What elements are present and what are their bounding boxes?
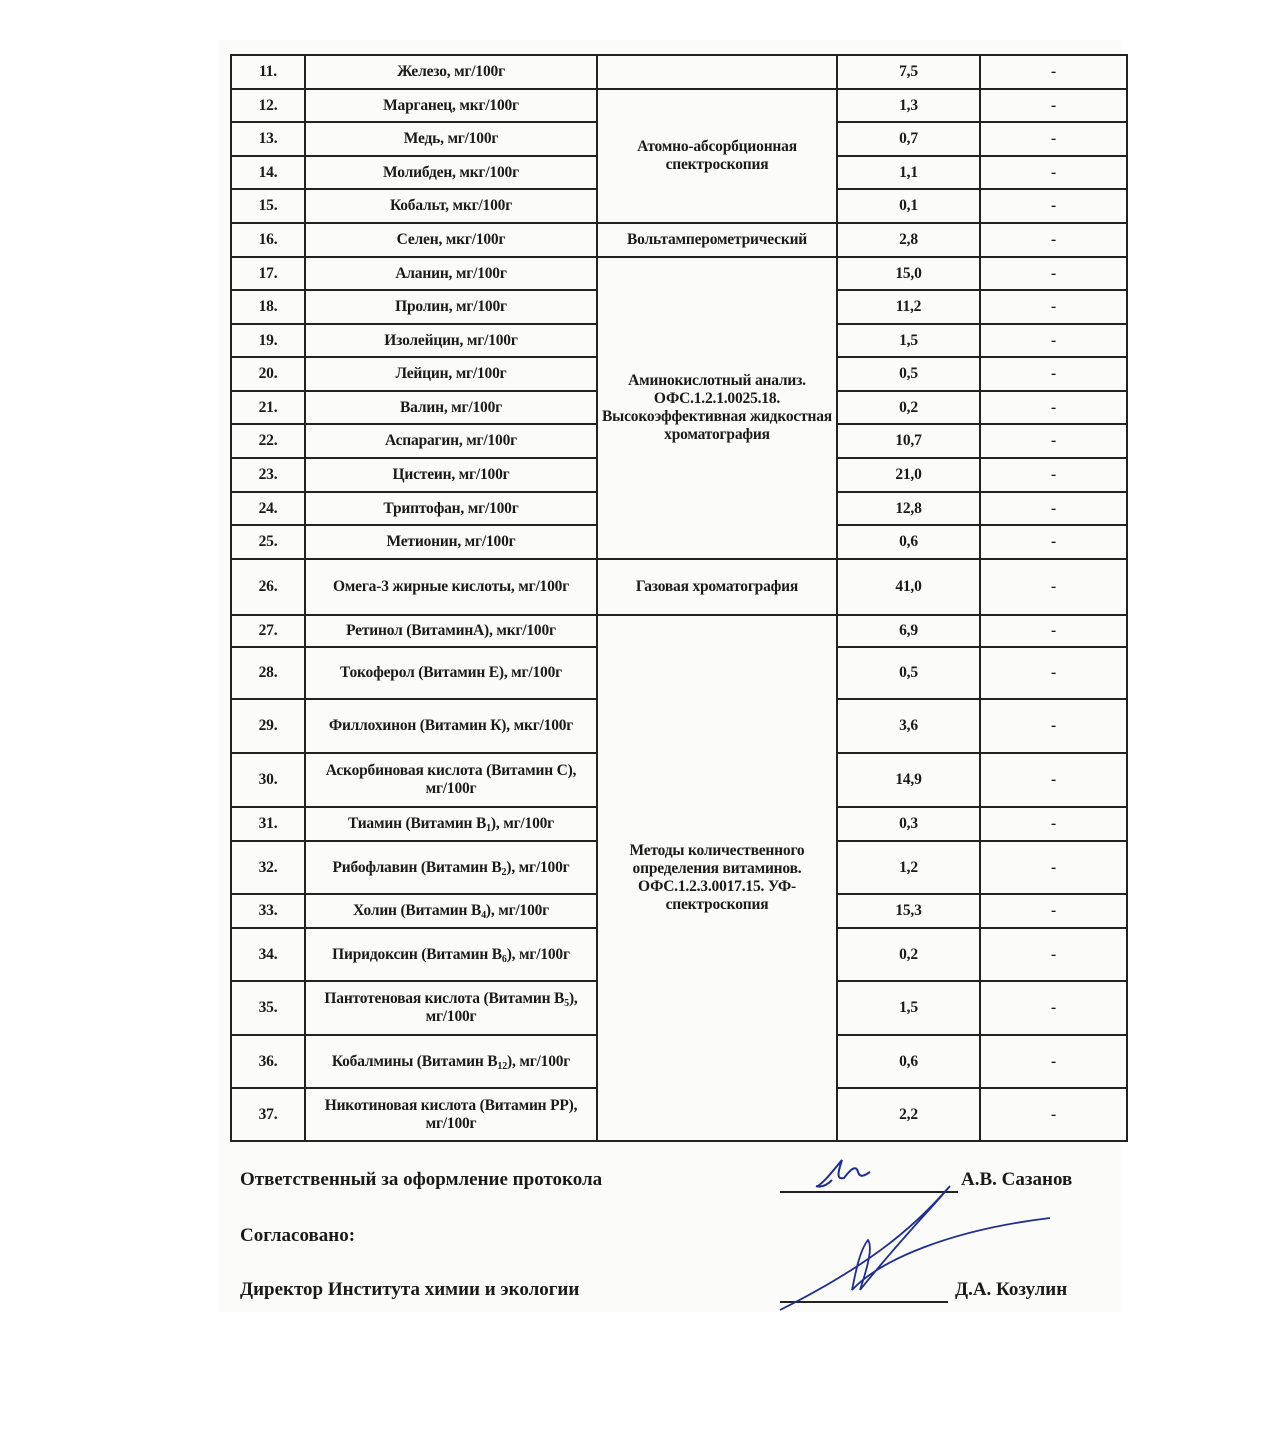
indicator-name: Цистеин, мг/100г (305, 458, 597, 492)
result-value: 12,8 (837, 492, 980, 525)
norm-value: - (980, 699, 1127, 753)
result-value: 7,5 (837, 55, 980, 89)
indicator-name-text: Кобалмины (Витамин В (331, 1052, 498, 1070)
result-value: 1,3 (837, 89, 980, 122)
result-value: 11,2 (837, 290, 980, 324)
director-name: Д.А. Козулин (955, 1279, 1068, 1300)
vitamin-subscript: 1 (486, 823, 491, 834)
row-number: 22. (231, 424, 305, 458)
method-cell: Методы количественного определения витаминов. ОФС.1.2.3.0017.15. УФ-спектроскопия (597, 615, 837, 1141)
indicator-name (305, 894, 597, 928)
result-value: 1,1 (837, 156, 980, 189)
indicator-name (305, 841, 597, 894)
row-number: 33. (231, 894, 305, 928)
handwritten-signatures (760, 1150, 1060, 1320)
indicator-name: Омега-3 жирные кислоты, мг/100г (305, 559, 597, 615)
indicator-unit-text: ), мг/100г (490, 815, 555, 832)
results-table (230, 54, 1128, 1142)
responsible-label: Ответственный за оформление протокола (240, 1169, 603, 1190)
method-cell: Атомно-абсорбционная спектроскопия (597, 89, 837, 223)
norm-value: - (980, 492, 1127, 525)
vitamin-subscript: 4 (481, 910, 486, 921)
row-number: 14. (231, 156, 305, 189)
table-row (231, 559, 1127, 615)
indicator-name: Изолейцин, мг/100г (305, 324, 597, 357)
row-number: 37. (231, 1088, 305, 1141)
method-cell: Вольтамперометрический (597, 223, 837, 257)
row-number: 23. (231, 458, 305, 492)
result-value: 1,5 (837, 981, 980, 1035)
result-value: 15,0 (837, 257, 980, 290)
result-value: 0,7 (837, 122, 980, 156)
indicator-name: Железо, мг/100г (305, 55, 597, 89)
indicator-name: Триптофан, мг/100г (305, 492, 597, 525)
row-number: 16. (231, 223, 305, 257)
result-value: 0,3 (837, 807, 980, 841)
norm-value: - (980, 841, 1127, 894)
norm-value: - (980, 525, 1127, 559)
table-row (231, 257, 1127, 290)
indicator-unit-text: ), мг/100г (425, 990, 578, 1025)
table-row (231, 223, 1127, 257)
row-number: 26. (231, 559, 305, 615)
row-number: 18. (231, 290, 305, 324)
indicator-name: Пролин, мг/100г (305, 290, 597, 324)
indicator-name-text: Пантотеновая кислота (Витамин В (324, 990, 565, 1007)
indicator-name-text: Рибофлавин (Витамин В (332, 858, 502, 876)
row-number: 12. (231, 89, 305, 122)
norm-value: - (980, 257, 1127, 290)
norm-value: - (980, 1088, 1127, 1141)
row-number: 13. (231, 122, 305, 156)
row-number: 25. (231, 525, 305, 559)
method-cell: Газовая хроматография (597, 559, 837, 615)
result-value: 14,9 (837, 753, 980, 807)
indicator-name-text: Пиридоксин (Витамин В (332, 945, 502, 963)
indicator-name: Токоферол (Витамин Е), мг/100г (305, 647, 597, 699)
indicator-name-text: Тиамин (Витамин В (347, 815, 487, 832)
result-value: 41,0 (837, 559, 980, 615)
indicator-unit-text: ), мг/100г (506, 858, 570, 876)
norm-value: - (980, 156, 1127, 189)
indicator-name: Никотиновая кислота (Витамин РР), мг/100г (305, 1088, 597, 1141)
indicator-name: Кобальт, мкг/100г (305, 189, 597, 223)
indicator-name: Аспарагин, мг/100г (305, 424, 597, 458)
norm-value: - (980, 559, 1127, 615)
indicator-name (305, 807, 597, 841)
indicator-name (305, 928, 597, 981)
row-number: 30. (231, 753, 305, 807)
result-value: 0,2 (837, 928, 980, 981)
signature-kozulin (780, 1186, 1050, 1310)
result-value: 0,2 (837, 391, 980, 424)
indicator-name (305, 1035, 597, 1088)
indicator-name: Марганец, мкг/100г (305, 89, 597, 122)
norm-value: - (980, 647, 1127, 699)
indicator-name: Аскорбиновая кислота (Витамин С), мг/100г (305, 753, 597, 807)
norm-value: - (980, 807, 1127, 841)
row-number: 11. (231, 55, 305, 89)
result-value: 1,2 (837, 841, 980, 894)
signature-sazanov (816, 1160, 870, 1187)
indicator-name: Ретинол (ВитаминА), мкг/100г (305, 615, 597, 647)
result-value: 2,2 (837, 1088, 980, 1141)
norm-value: - (980, 894, 1127, 928)
result-value: 0,6 (837, 525, 980, 559)
indicator-name: Валин, мг/100г (305, 391, 597, 424)
result-value: 0,1 (837, 189, 980, 223)
result-value: 0,6 (837, 1035, 980, 1088)
indicator-name: Филлохинон (Витамин К), мкг/100г (305, 699, 597, 753)
row-number: 28. (231, 647, 305, 699)
result-value: 0,5 (837, 357, 980, 391)
norm-value: - (980, 223, 1127, 257)
indicator-name-text: Холин (Витамин В (352, 902, 482, 919)
indicator-name: Молибден, мкг/100г (305, 156, 597, 189)
table-row (231, 89, 1127, 122)
norm-value: - (980, 122, 1127, 156)
norm-value: - (980, 89, 1127, 122)
norm-value: - (980, 928, 1127, 981)
row-number: 27. (231, 615, 305, 647)
indicator-unit-text: ), мг/100г (485, 902, 550, 919)
indicator-name: Лейцин, мг/100г (305, 357, 597, 391)
norm-value: - (980, 981, 1127, 1035)
row-number: 19. (231, 324, 305, 357)
result-value: 3,6 (837, 699, 980, 753)
row-number: 17. (231, 257, 305, 290)
indicator-name: Медь, мг/100г (305, 122, 597, 156)
row-number: 15. (231, 189, 305, 223)
norm-value: - (980, 290, 1127, 324)
norm-value: - (980, 424, 1127, 458)
norm-value: - (980, 55, 1127, 89)
row-number: 24. (231, 492, 305, 525)
indicator-name: Метионин, мг/100г (305, 525, 597, 559)
director-label: Директор Института химии и экологии (240, 1279, 580, 1300)
row-number: 32. (231, 841, 305, 894)
norm-value: - (980, 753, 1127, 807)
row-number: 36. (231, 1035, 305, 1088)
row-number: 29. (231, 699, 305, 753)
norm-value: - (980, 357, 1127, 391)
indicator-name: Селен, мкг/100г (305, 223, 597, 257)
vitamin-subscript: 6 (501, 953, 507, 965)
indicator-unit-text: ), мг/100г (506, 945, 570, 963)
row-number: 31. (231, 807, 305, 841)
responsible-name: А.В. Сазанов (961, 1169, 1073, 1190)
method-cell (597, 55, 837, 89)
method-cell: Аминокислотный анализ. ОФС.1.2.1.0025.18. Высокоэффективная жидкостная хроматография (597, 257, 837, 559)
result-value: 2,8 (837, 223, 980, 257)
agreed-label: Согласовано: (240, 1225, 356, 1246)
row-number: 35. (231, 981, 305, 1035)
result-value: 6,9 (837, 615, 980, 647)
table-row (231, 55, 1127, 89)
vitamin-subscript: 12 (497, 1060, 508, 1072)
vitamin-subscript: 5 (564, 998, 569, 1009)
result-value: 10,7 (837, 424, 980, 458)
indicator-unit-text: ), мг/100г (507, 1052, 571, 1070)
result-value: 21,0 (837, 458, 980, 492)
table-row (231, 615, 1127, 647)
row-number: 34. (231, 928, 305, 981)
indicator-name: Аланин, мг/100г (305, 257, 597, 290)
result-value: 1,5 (837, 324, 980, 357)
norm-value: - (980, 324, 1127, 357)
vitamin-subscript: 2 (501, 866, 507, 878)
norm-value: - (980, 615, 1127, 647)
row-number: 20. (231, 357, 305, 391)
result-value: 15,3 (837, 894, 980, 928)
row-number: 21. (231, 391, 305, 424)
norm-value: - (980, 1035, 1127, 1088)
result-value: 0,5 (837, 647, 980, 699)
indicator-name (305, 981, 597, 1035)
norm-value: - (980, 458, 1127, 492)
norm-value: - (980, 391, 1127, 424)
norm-value: - (980, 189, 1127, 223)
